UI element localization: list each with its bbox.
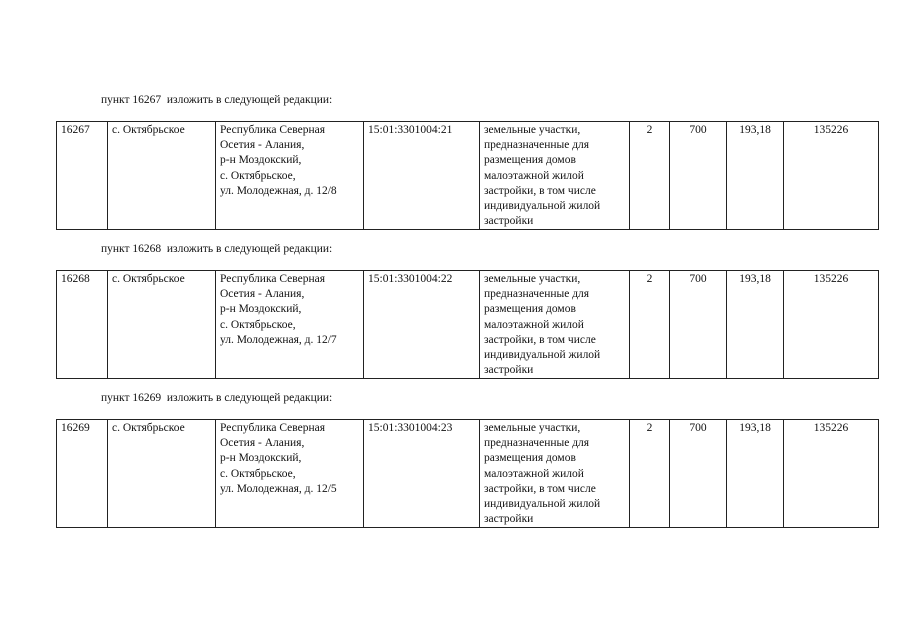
land-use-line: земельные участки,	[484, 273, 581, 285]
land-use-cell	[480, 420, 630, 528]
cadastral-value-cell: 135226	[784, 420, 879, 528]
category-cell: 2	[630, 122, 670, 230]
address-line: с. Октябрьское,	[220, 169, 296, 182]
land-use-line: размещения домов	[484, 452, 576, 465]
address-line: р-н Моздокский,	[220, 452, 302, 465]
land-use-line: предназначенные для	[484, 139, 590, 152]
rate-cell: 193,18	[727, 271, 784, 379]
cadastral-value-cell: 135226	[784, 122, 879, 230]
amendment-heading: пункт 16267 изложить в следующей редакции:	[101, 94, 333, 106]
land-use-cell	[480, 271, 630, 379]
cadastral-number-cell: 15:01:3301004:23	[364, 420, 480, 528]
land-use-line: индивидуальной жилой	[484, 349, 601, 362]
address-line: Осетия - Алания,	[220, 437, 305, 450]
plot-number-cell: 16269	[57, 420, 108, 528]
land-plot-table	[56, 121, 879, 230]
settlement-cell: с. Октябрьское	[108, 271, 216, 379]
table-row	[57, 420, 879, 528]
table-row	[57, 271, 879, 379]
land-plot-table	[56, 270, 879, 379]
land-use-line: земельные участки,	[484, 124, 581, 136]
address-line: р-н Моздокский,	[220, 154, 302, 167]
land-use-line: индивидуальной жилой	[484, 498, 601, 511]
land-use-line: малоэтажной жилой	[484, 467, 584, 480]
land-use-cell	[480, 122, 630, 230]
plot-number-cell: 16268	[57, 271, 108, 379]
land-use-line: размещения домов	[484, 154, 576, 167]
address-line: Осетия - Алания,	[220, 139, 305, 152]
area-cell: 700	[670, 420, 727, 528]
land-use-line: застройки	[484, 513, 534, 526]
category-cell: 2	[630, 271, 670, 379]
address-cell	[216, 420, 364, 528]
land-plot-table	[56, 419, 879, 528]
land-use-line: индивидуальной жилой	[484, 200, 601, 213]
address-cell	[216, 122, 364, 230]
land-use-line: предназначенные для	[484, 288, 590, 301]
land-use-line: малоэтажной жилой	[484, 318, 584, 331]
settlement-cell: с. Октябрьское	[108, 420, 216, 528]
rate-cell: 193,18	[727, 122, 784, 230]
address-line: Республика Северная	[220, 422, 326, 434]
land-use-line: малоэтажной жилой	[484, 169, 584, 182]
land-use-line: застройки, в том числе	[484, 482, 596, 495]
table-row	[57, 122, 879, 230]
amendment-heading: пункт 16269 изложить в следующей редакции:	[101, 392, 333, 404]
address-line: Осетия - Алания,	[220, 288, 305, 301]
address-line: Республика Северная	[220, 124, 326, 136]
plot-number-cell: 16267	[57, 122, 108, 230]
area-cell: 700	[670, 122, 727, 230]
land-use-line: застройки, в том числе	[484, 184, 596, 197]
address-cell	[216, 271, 364, 379]
land-use-line: размещения домов	[484, 303, 576, 316]
settlement-cell: с. Октябрьское	[108, 122, 216, 230]
land-use-line: земельные участки,	[484, 422, 581, 434]
cadastral-value-cell: 135226	[784, 271, 879, 379]
area-cell: 700	[670, 271, 727, 379]
land-use-line: предназначенные для	[484, 437, 590, 450]
address-line: ул. Молодежная, д. 12/5	[220, 482, 337, 495]
cadastral-number-cell: 15:01:3301004:21	[364, 122, 480, 230]
land-use-line: застройки	[484, 364, 534, 377]
address-line: р-н Моздокский,	[220, 303, 302, 316]
cadastral-number-cell: 15:01:3301004:22	[364, 271, 480, 379]
land-use-line: застройки, в том числе	[484, 333, 596, 346]
category-cell: 2	[630, 420, 670, 528]
address-line: Республика Северная	[220, 273, 326, 285]
address-line: с. Октябрьское,	[220, 318, 296, 331]
land-use-line: застройки	[484, 215, 534, 228]
address-line: с. Октябрьское,	[220, 467, 296, 480]
address-line: ул. Молодежная, д. 12/7	[220, 333, 337, 346]
rate-cell: 193,18	[727, 420, 784, 528]
address-line: ул. Молодежная, д. 12/8	[220, 184, 337, 197]
amendment-heading: пункт 16268 изложить в следующей редакции:	[101, 243, 333, 255]
